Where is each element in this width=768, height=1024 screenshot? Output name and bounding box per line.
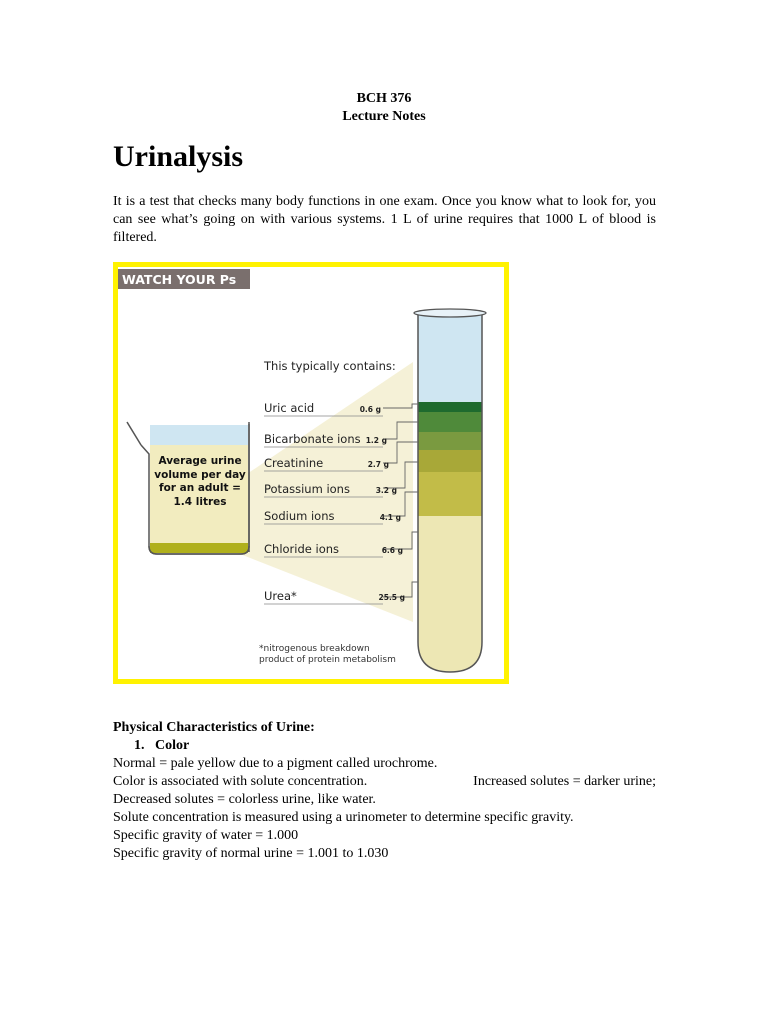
component-amount: 25.5 g [378,593,405,602]
component-name: Chloride ions [264,542,340,556]
component-amount: 3.2 g [375,486,397,495]
course-code: BCH 376 [356,91,412,106]
section-heading: Physical Characteristics of Urine: [113,720,315,735]
body-line-part: Color is associated with solute concentration. [113,774,368,789]
beaker-text-2: volume per day [154,469,246,481]
body-line: Specific gravity of normal urine = 1.001 to 1.030 [113,846,389,861]
component-amount: 6.6 g [381,546,403,555]
footnote-line-1: *nitrogenous breakdown [259,644,370,654]
component-name: Uric acid [264,401,315,415]
body-line: Specific gravity of water = 1.000 [113,828,299,843]
body-line [113,773,656,791]
body-line-part: Increased solutes = darker urine; [473,774,656,789]
beaker-text-4: 1.4 litres [173,496,227,508]
component-name: Sodium ions [264,509,335,523]
document-subtitle: Lecture Notes [342,109,426,124]
banner-text: WATCH YOUR Ps [122,272,237,287]
beaker-text-1: Average urine [158,455,242,467]
test-tube [414,309,486,672]
component-amount: 1.2 g [365,436,387,445]
component-amount: 0.6 g [359,405,381,414]
page-title: Urinalysis [113,140,244,173]
contains-heading: This typically contains: [264,359,396,373]
body-line: Decreased solutes = colorless urine, like water. [113,792,376,807]
component-name: Bicarbonate ions [264,432,361,446]
body-line: Solute concentration is measured using a urinometer to determine specific gravity. [113,810,574,825]
body-line: Normal = pale yellow due to a pigment called urochrome. [113,756,438,771]
footnote-line-2: product of protein metabolism [259,655,396,665]
beaker-text-3: for an adult = [159,482,241,494]
urine-composition-figure [113,262,509,684]
component-amount: 2.7 g [367,460,389,469]
numbered-item-color: 1. Color [134,738,190,753]
component-name: Creatinine [264,456,324,470]
component-amount: 4.1 g [379,513,401,522]
component-name: Urea* [264,589,297,603]
component-name: Potassium ions [264,482,350,496]
intro-paragraph: It is a test that checks many body functions in one exam. Once you know what to look for, you can see what’s going on with various systems. 1 L of urine requires that 1000 L of blood is filtered. [113,194,656,245]
